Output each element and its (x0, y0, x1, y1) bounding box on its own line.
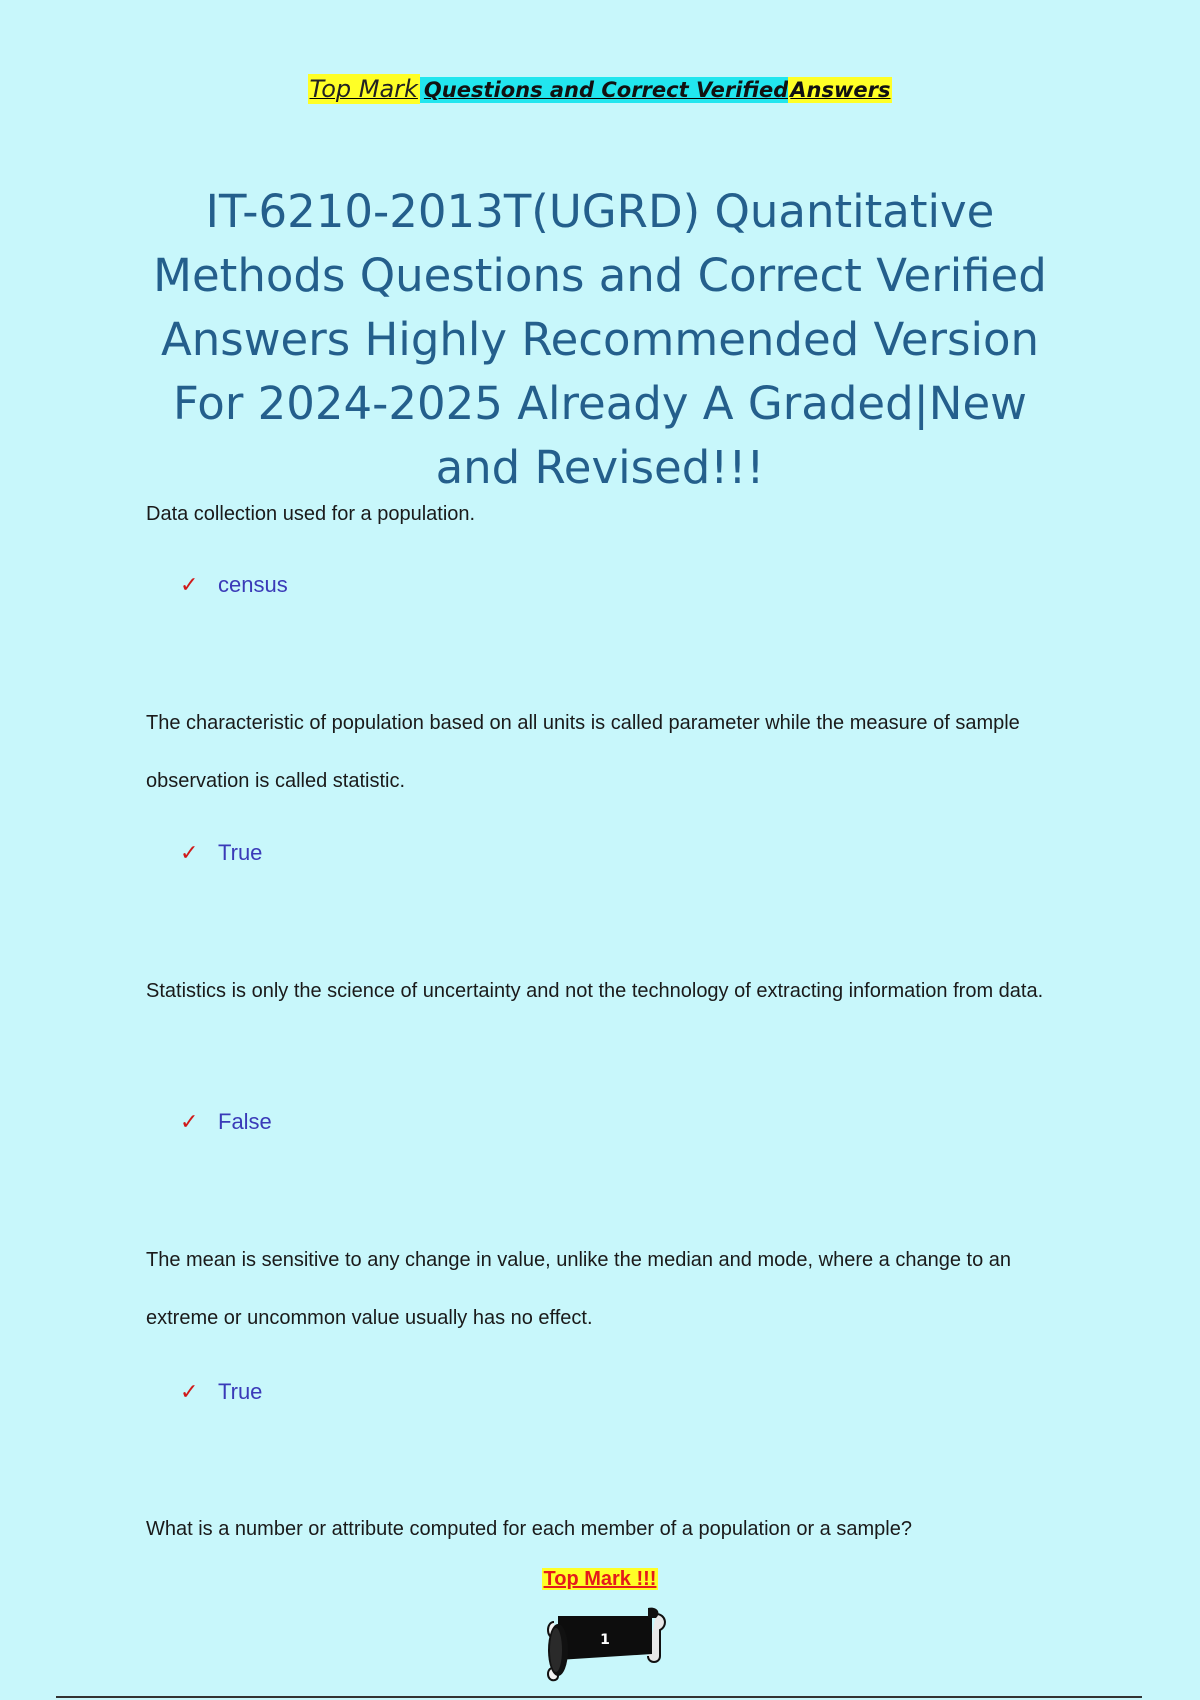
document-title: IT-6210-2013T(UGRD) Quantitative Methods Questions and Correct Verified Answers Highly Recommended Version For 2024-2025 Already A Graded|New and Revised!!! (153, 185, 1047, 494)
check-icon: ✓ (180, 1109, 199, 1134)
answer-1 (180, 572, 288, 598)
question-2: The characteristic of population based on all units is called parameter while the measure of sample observation is called statistic. (146, 712, 1020, 792)
question-5: What is a number or attribute computed for each member of a population or a sample? (146, 1518, 912, 1540)
answer-4-text: True (218, 1379, 263, 1404)
footer-top-mark-text: Top Mark !!! (543, 1568, 657, 1590)
bottom-divider (56, 1696, 1142, 1698)
check-icon: ✓ (180, 840, 199, 865)
answer-3 (180, 1109, 272, 1135)
answer-2 (180, 840, 262, 866)
question-4: The mean is sensitive to any change in value, unlike the median and mode, where a change to an extreme or uncommon value usually has no effect. (146, 1249, 1011, 1329)
answer-4 (180, 1379, 262, 1405)
question-1: Data collection used for a population. (146, 503, 476, 525)
answer-3-text: False (218, 1109, 272, 1134)
question-3: Statistics is only the science of uncertainty and not the technology of extracting information from data. (146, 980, 1044, 1002)
header-top-mark: Top Mark (309, 75, 418, 103)
header-answers-text: Answers (790, 78, 891, 102)
header-banner (0, 72, 1200, 109)
footer-top-mark (0, 1568, 1200, 1591)
check-icon: ✓ (180, 572, 199, 597)
page-number: 1 (600, 1632, 610, 1648)
header-questions-text: Questions and Correct Verified (420, 77, 788, 103)
page-scroll-icon (544, 1602, 672, 1682)
check-icon: ✓ (180, 1379, 199, 1404)
answer-2-text: True (218, 840, 263, 865)
answer-1-text: census (218, 572, 288, 597)
